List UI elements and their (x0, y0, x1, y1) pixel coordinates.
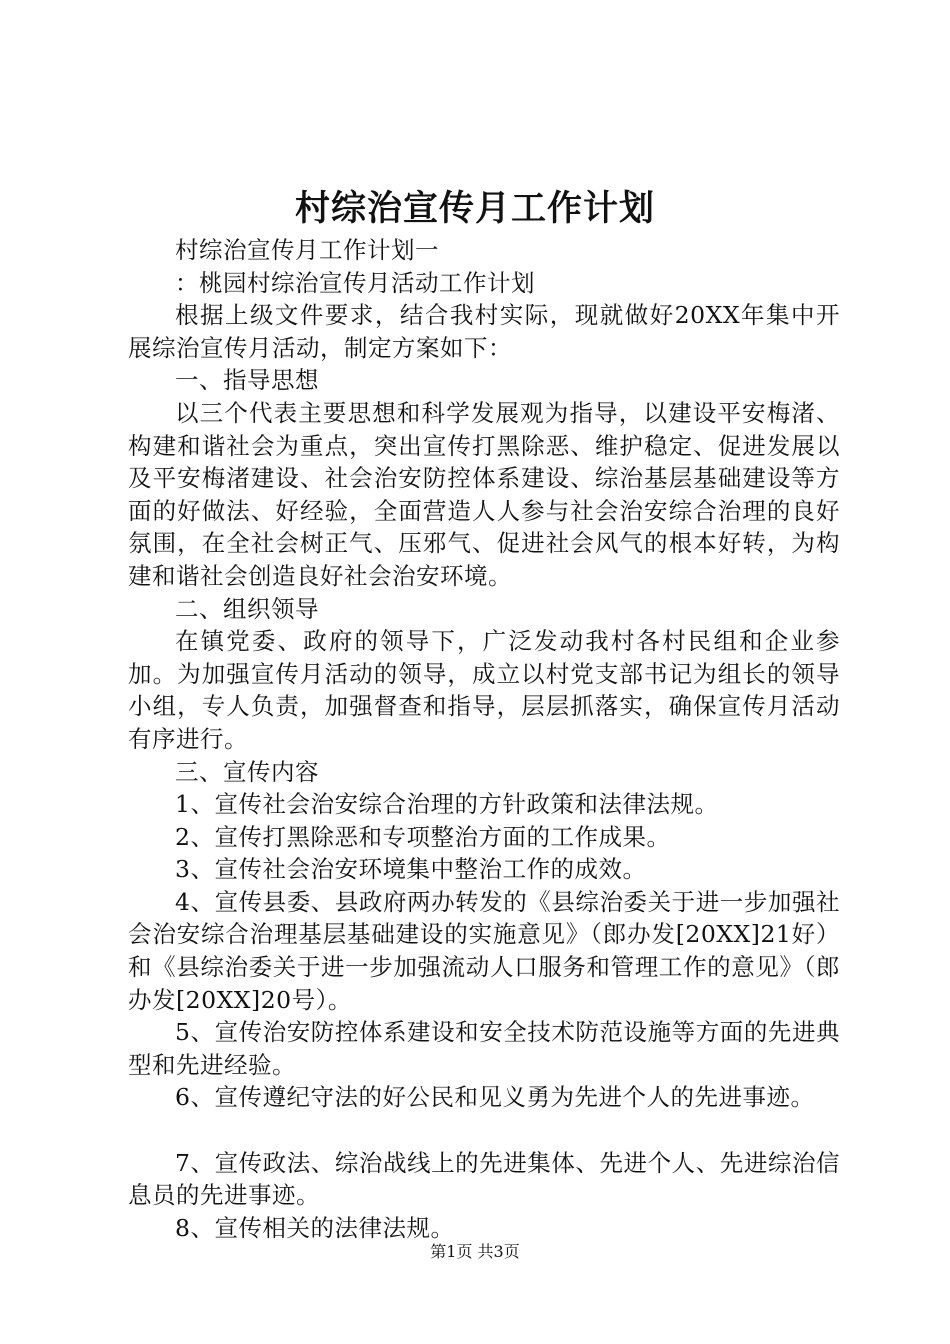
list-item-6: 6、宣传遵纪守法的好公民和见义勇为先进个人的先进事迹。 (175, 1083, 815, 1112)
list-item-1: 1、宣传社会治安综合治理的方针政策和法律法规。 (175, 790, 719, 819)
list-item-4: 4、宣传县委、县政府两办转发的《县综治委关于进一步加强社会治安综合治理基层基础建设的实施意见》（郎办发[20XX]21好）和《县综治委关于进一步加强流动人口服务和管理工作的意见》（郎办发[20XX]20号）。 (128, 887, 840, 1014)
document-title: 村综治宣传月工作计划 (294, 188, 655, 229)
blank-line (128, 1114, 840, 1147)
section-heading-content: 三、宣传内容 (175, 757, 319, 786)
list-item-8: 8、宣传相关的法律法规。 (175, 1213, 455, 1242)
paragraph-organization: 在镇党委、政府的领导下，广泛发动我村各村民组和企业参加。为加强宣传月活动的领导，成立以村党支部书记为组长的领导小组，专人负责，加强督查和指导，层层抓落实，确保宣传月活动有序进行。 (128, 627, 840, 753)
document-body (128, 234, 840, 1244)
list-item-3: 3、宣传社会治安环境集中整治工作的成效。 (175, 855, 647, 884)
paragraph-intro: 根据上级文件要求，结合我村实际，现就做好20XX年集中开展综治宣传月活动，制定方案如下： (128, 301, 840, 362)
list-item-5: 5、宣传治安防控体系建设和安全技术防范设施等方面的先进典型和先进经验。 (128, 1018, 840, 1079)
section-heading-organization: 二、组织领导 (175, 594, 319, 623)
list-item-7: 7、宣传政法、综治战线上的先进集体、先进个人、先进综治信息员的先进事迹。 (128, 1148, 840, 1210)
list-item-2: 2、宣传打黑除恶和专项整治方面的工作成果。 (175, 822, 671, 851)
page-number-footer: 第1页 共3页 (430, 1242, 520, 1261)
paragraph-guiding-thought: 以三个代表主要思想和科学发展观为指导，以建设平安梅渚、构建和谐社会为重点，突出宣传打黑除恶、维护稳定、促进发展以及平安梅渚建设、社会治安防控体系建设、综治基层基础建设等方面的好做法、好经验，全面营造人人参与社会治安综合治理的良好氛围，在全社会树正气、压邪气、促进社会风气的根本好转，为构建和谐社会创造良好社会治安环境。 (128, 398, 840, 590)
paragraph-plan-name: ：桃园村综治宣传月活动工作计划 (175, 268, 535, 297)
section-heading-guiding-thought: 一、指导思想 (175, 366, 319, 395)
paragraph-subtitle: 村综治宣传月工作计划一 (175, 236, 439, 264)
